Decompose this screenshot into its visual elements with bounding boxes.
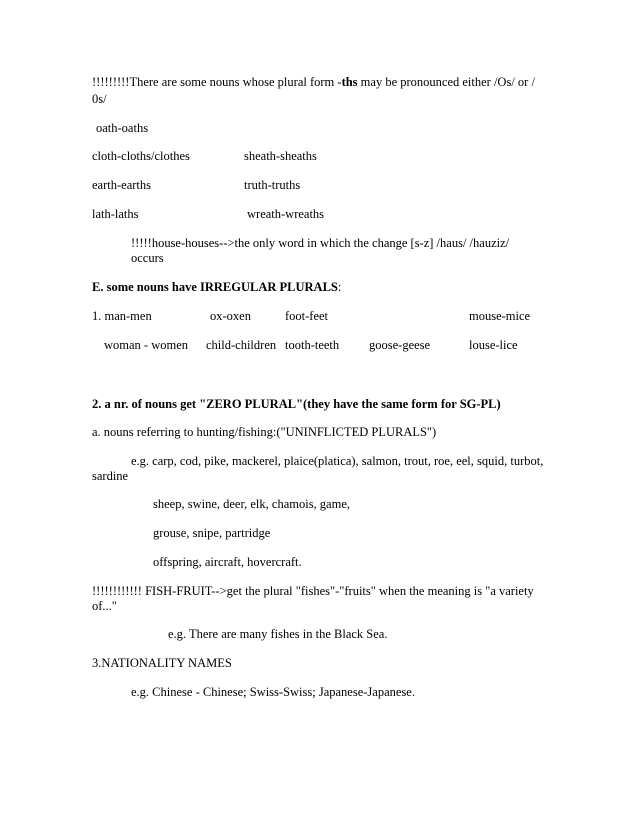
section-2-list1: sheep, swine, deer, elk, chamois, game, xyxy=(153,497,351,511)
irregular-row1-c1: 1. man-men xyxy=(92,309,152,323)
section-2-list2: grouse, snipe, partridge xyxy=(153,526,271,540)
irregular-row2-c2: child-children xyxy=(206,338,277,352)
intro-line-cont: 0s/ xyxy=(92,92,107,106)
section-e-colon: : xyxy=(337,280,342,294)
section-3-example: e.g. Chinese - Chinese; Swiss-Swiss; Japanese-Japanese. xyxy=(131,685,415,699)
irregular-row1-c4: mouse-mice xyxy=(469,309,531,323)
section-2-a-line: a. nouns referring to hunting/fishing:("UNINFLICTED PLURALS") xyxy=(92,425,437,439)
pair-truth: truth-truths xyxy=(244,178,301,192)
pair-lath: lath-laths xyxy=(92,207,139,221)
section-e-heading xyxy=(92,280,341,295)
pair-oath: oath-oaths xyxy=(96,121,149,135)
intro-text: !!!!!!!!!There are some nouns whose plural form - xyxy=(92,75,342,89)
pair-cloth: cloth-cloths/clothes xyxy=(92,149,190,163)
irregular-row2-c5: louse-lice xyxy=(469,338,518,352)
intro-text-end: may be pronounced either /Os/ or / xyxy=(357,75,535,89)
section-2-heading xyxy=(92,397,501,412)
section-2-list3: offspring, aircraft, hovercraft. xyxy=(153,555,302,569)
fish-note-line1: !!!!!!!!!!!! FISH-FRUIT-->get the plural "fishes"-"fruits" when the meaning is "a variety xyxy=(92,584,534,598)
intro-line xyxy=(92,75,535,90)
section-3-heading: 3.NATIONALITY NAMES xyxy=(92,656,232,670)
section-2-eg-line1: e.g. carp, cod, pike, mackerel, plaice(platica), salmon, trout, roe, eel, squid, turbot, xyxy=(131,454,544,468)
house-note-line1: !!!!!house-houses-->the only word in which the change [s-z] /haus/ /hauziz/ xyxy=(131,236,510,250)
house-note-line2: occurs xyxy=(131,251,164,265)
irregular-row2-c4: goose-geese xyxy=(369,338,431,352)
intro-bold-suffix: ths xyxy=(341,75,358,89)
irregular-row1-c3: foot-feet xyxy=(285,309,329,323)
pair-sheath: sheath-sheaths xyxy=(244,149,317,163)
fish-note-example: e.g. There are many fishes in the Black Sea. xyxy=(168,627,388,641)
fish-note-line2: of..." xyxy=(92,599,117,613)
irregular-row2-c3: tooth-teeth xyxy=(285,338,340,352)
pair-wreath: wreath-wreaths xyxy=(247,207,325,221)
pair-earth: earth-earths xyxy=(92,178,151,192)
section-2-eg-line2: sardine xyxy=(92,469,129,483)
section-2-heading-text: 2. a nr. of nouns get "ZERO PLURAL"(they have the same form for SG-PL) xyxy=(92,397,501,411)
irregular-row1-c2: ox-oxen xyxy=(210,309,251,323)
irregular-row2-c1: woman - women xyxy=(104,338,189,352)
section-e-bold: E. some nouns have IRREGULAR PLURALS xyxy=(92,280,338,294)
